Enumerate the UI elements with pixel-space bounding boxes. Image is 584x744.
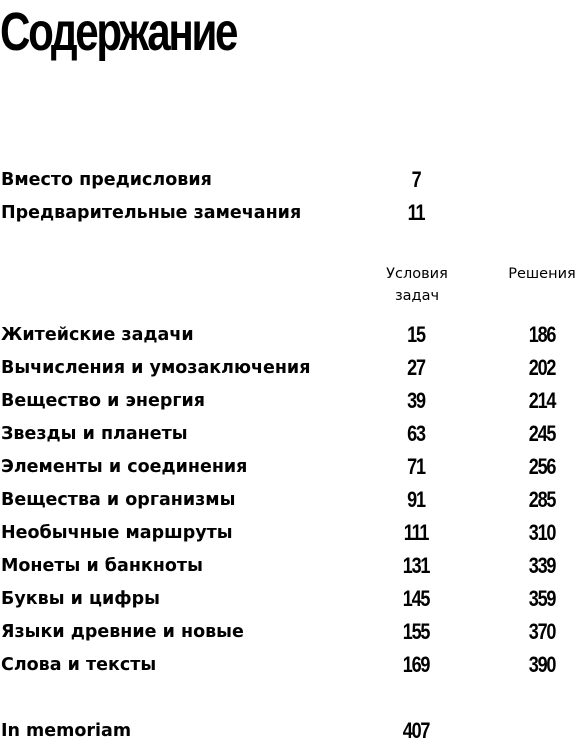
conditions-page: 63	[407, 421, 425, 446]
toc-chapter-row[interactable]	[0, 652, 584, 678]
conditions-page: 27	[407, 355, 425, 380]
column-header-conditions: Условия задач	[386, 266, 448, 304]
toc-entry-memoriam[interactable]	[0, 718, 584, 744]
toc-entry-remarks[interactable]	[0, 200, 584, 226]
solutions-page: 186	[528, 322, 556, 347]
toc-entry-label: Вместо предисловия	[1, 170, 212, 190]
conditions-page: 131	[402, 553, 430, 578]
toc-chapter-row[interactable]	[0, 487, 584, 513]
solutions-page: 285	[528, 487, 556, 512]
chapter-label: Житейские задачи	[1, 325, 194, 345]
solutions-page: 390	[528, 652, 556, 677]
chapter-label: Языки древние и новые	[1, 622, 244, 642]
toc-entry-label: Предварительные замечания	[1, 203, 302, 223]
page-title: Содержание	[0, 2, 237, 62]
solutions-page: 214	[528, 388, 556, 413]
column-header-solutions: Решения	[508, 266, 576, 282]
conditions-page: 169	[402, 652, 430, 677]
solutions-page: 256	[528, 454, 556, 479]
toc-chapter-row[interactable]	[0, 388, 584, 414]
chapter-label: Буквы и цифры	[1, 589, 160, 609]
solutions-page: 310	[528, 520, 556, 545]
toc-entry-page: 7	[411, 167, 421, 192]
conditions-page: 39	[407, 388, 425, 413]
toc-entry-intro[interactable]	[0, 167, 584, 193]
chapter-label: Монеты и банкноты	[1, 556, 203, 576]
toc-entry-page: 11	[407, 200, 425, 225]
solutions-page: 202	[528, 355, 556, 380]
chapter-label: Вещества и организмы	[1, 490, 236, 510]
conditions-page: 91	[407, 487, 425, 512]
solutions-page: 359	[528, 586, 556, 611]
toc-chapter-row[interactable]	[0, 454, 584, 480]
toc-entry-label: In memoriam	[1, 721, 132, 741]
toc-entry-page: 407	[402, 718, 430, 743]
chapter-label: Элементы и соединения	[1, 457, 248, 477]
solutions-page: 370	[528, 619, 556, 644]
conditions-page: 145	[402, 586, 430, 611]
chapter-label: Вычисления и умозаключения	[1, 358, 311, 378]
toc-chapter-row[interactable]	[0, 421, 584, 447]
conditions-page: 111	[403, 520, 429, 545]
chapter-label: Звезды и планеты	[1, 424, 188, 444]
solutions-page: 339	[528, 553, 556, 578]
chapter-label: Необычные маршруты	[1, 523, 233, 543]
conditions-page: 155	[402, 619, 430, 644]
toc-chapter-row[interactable]	[0, 586, 584, 612]
toc-chapter-row[interactable]	[0, 322, 584, 348]
conditions-page: 15	[407, 322, 425, 347]
toc-chapter-row[interactable]	[0, 520, 584, 546]
chapter-label: Слова и тексты	[1, 655, 157, 675]
chapter-label: Вещество и энергия	[1, 391, 205, 411]
toc-chapter-row[interactable]	[0, 553, 584, 579]
solutions-page: 245	[528, 421, 556, 446]
toc-chapter-row[interactable]	[0, 355, 584, 381]
conditions-page: 71	[407, 454, 425, 479]
toc-chapter-row[interactable]	[0, 619, 584, 645]
